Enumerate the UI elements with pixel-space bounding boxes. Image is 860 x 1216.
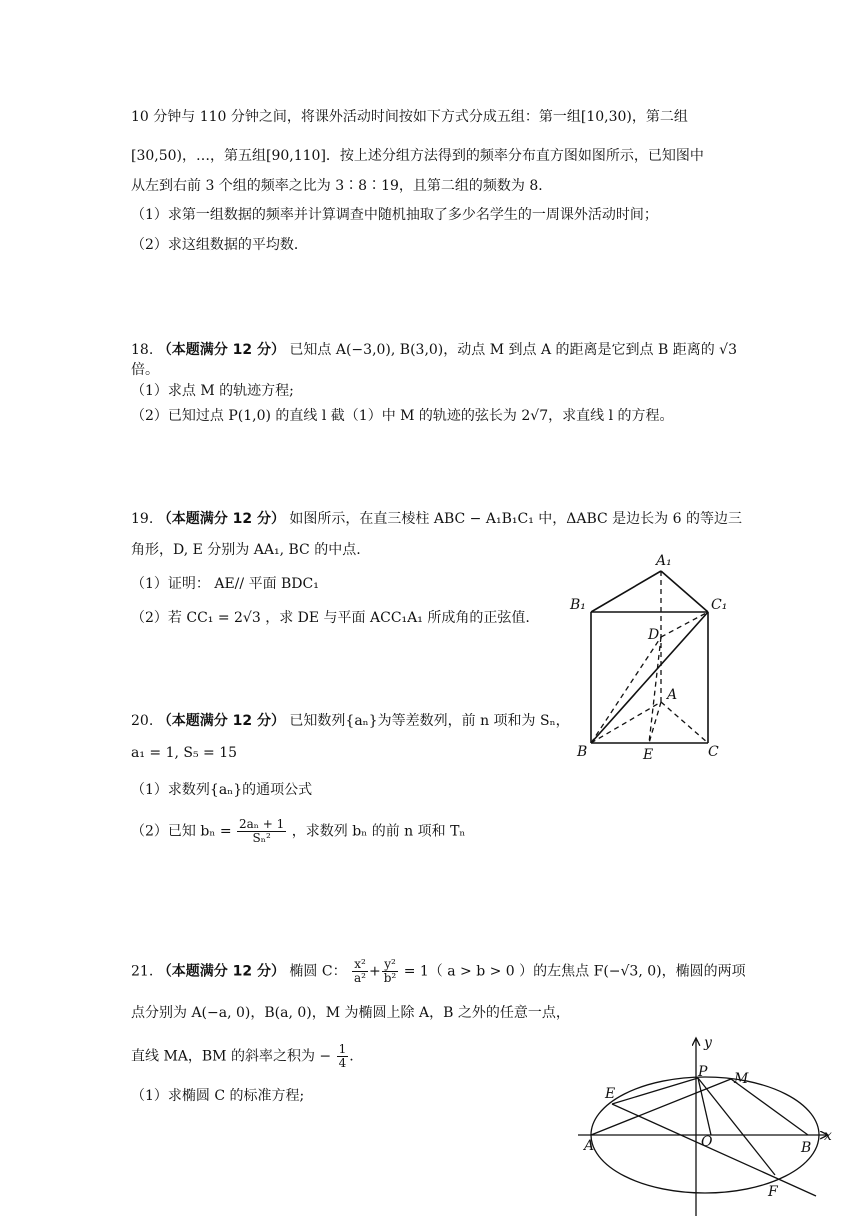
label-y-axis: y: [704, 1035, 712, 1051]
p21-y-numerator: y²: [382, 958, 399, 972]
p21-slope-fraction: [337, 1043, 349, 1070]
p21-question-1: （1）求椭圆 C 的标准方程;: [131, 1088, 305, 1104]
label-b: B: [577, 744, 588, 760]
p21-number: 21.: [131, 963, 154, 980]
p19-question-2: （2）若 CC₁ = 2√3 ，求 DE 与平面 ACC₁A₁ 所成角的正弦值.: [131, 610, 530, 626]
p21-suffix: = 1（ a > b > 0 ）的左焦点 F(−√3, 0)，椭圆的两项: [403, 963, 746, 980]
p21-x-numerator: x²: [352, 958, 368, 972]
p21-x-denominator: a²: [354, 971, 366, 985]
p17-line-2: [30,50)，…，第五组[90,110]．按上述分组方法得到的频率分布直方图如图所示，已知图中: [131, 148, 704, 164]
p17-line-1: 10 分钟与 110 分钟之间，将课外活动时间按如下方式分成五组：第一组[10,30)，第二组: [131, 109, 688, 125]
label-p: P: [698, 1064, 708, 1080]
p20-question-2: [131, 818, 465, 845]
ellipse-figure: [570, 1030, 840, 1216]
p18-question-2: （2）已知过点 P(1,0) 的直线 l 截（1）中 M 的轨迹的弦长为 2√7，求直线 l 的方程。: [131, 408, 674, 424]
label-x-axis: x: [824, 1128, 832, 1144]
p19-question-1: （1）证明： AE// 平面 BDC₁: [131, 576, 319, 592]
p21-slope-numerator: 1: [338, 1042, 347, 1056]
p21-prefix: 椭圆 C：: [289, 963, 347, 980]
label-f: F: [768, 1184, 778, 1200]
p18-line-2: 倍。: [131, 362, 159, 378]
p19-number: 19.: [131, 511, 154, 527]
p20-statement: 已知数列{aₙ}为等差数列，前 n 项和为 Sₙ，: [289, 713, 570, 729]
p21-x-fraction: [352, 958, 368, 985]
prism-figure: [560, 550, 740, 765]
label-d: D: [648, 627, 660, 643]
p19-line-2: 角形，D, E 分别为 AA₁, BC 的中点.: [131, 542, 361, 558]
p21-slope-denominator: 4: [338, 1056, 347, 1070]
p20-number: 20.: [131, 713, 154, 729]
p17-question-1: （1）求第一组数据的频率并计算调查中随机抽取了多少名学生的一周课外活动时间；: [131, 207, 658, 223]
p21-y-fraction: [382, 958, 399, 985]
p18-statement: 已知点 A(−3,0), B(3,0)，动点 M 到点 A 的距离是它到点 B 距离的 √3: [289, 342, 737, 358]
label-b: B: [801, 1140, 812, 1156]
p20-fraction-numerator: 2aₙ + 1: [239, 817, 285, 831]
p21-y-denominator: b²: [383, 971, 397, 985]
label-a1: A₁: [656, 553, 672, 569]
p21-line-2: 点分别为 A(−a, 0)，B(a, 0)，M 为椭圆上除 A，B 之外的任意一点，: [131, 1005, 570, 1021]
label-a: A: [667, 687, 678, 703]
edge-a-c: [661, 702, 708, 743]
label-m: M: [734, 1071, 749, 1087]
p21-line-3: [131, 1043, 354, 1070]
p20-q2-suffix: ，求数列 bₙ 的前 n 项和 Tₙ: [291, 823, 466, 840]
segment-a-e: [649, 702, 661, 743]
p20-fraction: [237, 818, 286, 845]
p18-score-tag: （本题满分 12 分）: [157, 342, 285, 358]
label-a: A: [584, 1138, 595, 1154]
p21-score-tag: （本题满分 12 分）: [157, 963, 285, 980]
p18-header: [131, 340, 737, 360]
line-e-p: [612, 1078, 698, 1104]
label-o: O: [701, 1134, 713, 1150]
label-e: E: [643, 747, 654, 763]
p21-l3-prefix: 直线 MA，BM 的斜率之积为 −: [131, 1048, 332, 1065]
p17-line-3: 从左到右前 3 个组的频率之比为 3∶8∶19，且第二组的频数为 8．: [131, 178, 553, 194]
p21-l3-suffix: .: [349, 1048, 354, 1065]
p18-number: 18.: [131, 342, 154, 358]
p17-question-2: （2）求这组数据的平均数．: [131, 237, 308, 253]
label-c: C: [708, 744, 719, 760]
p20-question-1: （1）求数列{aₙ}的通项公式: [131, 782, 313, 798]
segment-d-c1: [661, 612, 708, 637]
p19-score-tag: （本题满分 12 分）: [157, 511, 285, 527]
p20-given: a₁ = 1, S₅ = 15: [131, 745, 238, 761]
label-c1: C₁: [711, 597, 728, 613]
p18-question-1: （1）求点 M 的轨迹方程;: [131, 383, 294, 399]
label-e: E: [605, 1086, 616, 1102]
p19-header: [131, 509, 742, 529]
p20-score-tag: （本题满分 12 分）: [157, 713, 285, 729]
p20-header: [131, 711, 570, 731]
p19-statement: 如图所示，在直三棱柱 ABC − A₁B₁C₁ 中，ΔABC 是边长为 6 的等边三: [289, 511, 742, 527]
p20-q2-prefix: （2）已知 bₙ =: [131, 823, 232, 840]
edge-b1-a1: [591, 571, 661, 612]
label-b1: B₁: [570, 597, 586, 613]
edge-a1-c1: [661, 571, 708, 612]
p21-header: 21. （本题满分 12 分） 椭圆 C： $\frac{\text{x²}}{\text{a²}}$ + $\frac{\text{y²}}{\text{b²}}$ = 1（ a > b > 0 ）的左焦点 F(−√3, 0)，椭圆的两项: [131, 957, 746, 985]
p20-fraction-denominator: Sₙ²: [252, 831, 271, 845]
